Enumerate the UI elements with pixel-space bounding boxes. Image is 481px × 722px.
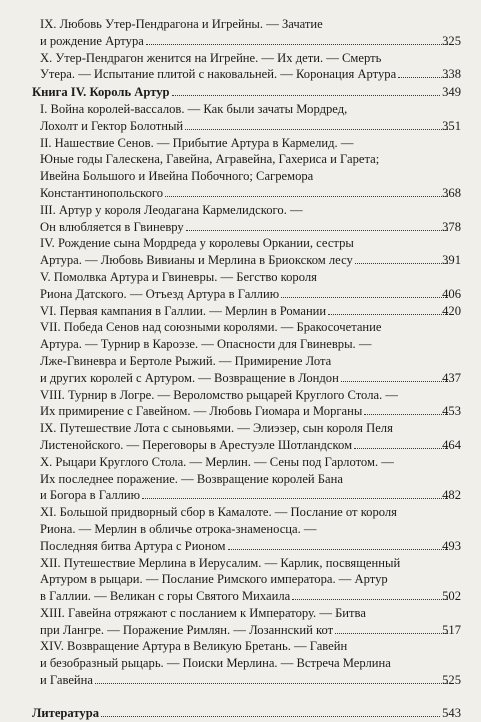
chapter-entry: [40, 638, 461, 688]
entry-title: Утера. — Испытание плитой с наковальней. — Коронация Артура: [40, 67, 397, 82]
dot-leader: [355, 263, 448, 264]
entry-title: в Галлии. — Великан с горы Святого Михаила: [40, 589, 291, 604]
dot-leader: [328, 314, 448, 315]
entry-title: Константинопольского: [40, 185, 164, 200]
dot-leader: [292, 599, 448, 600]
page-number: 543: [442, 705, 461, 720]
dot-leader: [364, 414, 448, 415]
entry-text-line: Риона. — Мерлин в обличье отрока-знаменосца. —: [40, 521, 317, 536]
entry-title: Лохолт и Гектор Болотный: [40, 118, 184, 133]
dot-leader: [146, 44, 448, 45]
literature-entry: [32, 705, 461, 722]
entry-title: Книга IV. Король Артур: [32, 85, 170, 100]
dot-leader: [281, 297, 448, 298]
entry-final-line: [40, 370, 461, 387]
entry-title: Литература: [32, 705, 100, 720]
entry-final-line: [40, 672, 461, 689]
entry-final-line: [40, 118, 461, 135]
entry-final-line: [40, 588, 461, 605]
page-number: 368: [442, 185, 461, 200]
entry-text-line: V. Помолвка Артура и Гвиневры. — Бегство короля: [40, 269, 317, 284]
entry-text-line: VII. Победа Сенов над союзными королями. — Бракосочетание: [40, 320, 382, 335]
chapter-entry: [40, 454, 461, 504]
page-number: 391: [442, 253, 461, 268]
entry-text-line: XI. Большой придворный сбор в Камалоте. — Послание от короля: [40, 505, 397, 520]
entry-title: Артура. — Любовь Вивианы и Мерлина в Бриокском лесу: [40, 253, 353, 268]
dot-leader: [95, 683, 448, 684]
entry-title: и рождение Артура: [40, 33, 144, 48]
entry-final-line: [40, 66, 461, 83]
book-heading-entry: [32, 84, 461, 101]
entry-text-line: Юные годы Галескена, Гавейна, Агравейна, Гахериса и Гарета;: [40, 152, 380, 167]
dot-leader: [186, 230, 448, 231]
chapter-entry: [40, 269, 461, 303]
entry-title: и Богора в Галлию: [40, 488, 141, 503]
page-number: 338: [442, 67, 461, 82]
table-of-contents: [0, 16, 481, 722]
entry-text-line: III. Артур у короля Леодагана Кармелидского. —: [40, 202, 303, 217]
entry-final-line: [40, 303, 461, 320]
entry-final-line: [40, 487, 461, 504]
entry-title: и других королей с Артуром. — Возвращение в Лондон: [40, 370, 339, 385]
entry-final-line: [40, 252, 461, 269]
page-number: 493: [442, 538, 461, 553]
entry-text-line: XII. Путешествие Мерлина в Иерусалим. — Карлик, посвященный: [40, 555, 401, 570]
page-number: 349: [442, 85, 461, 100]
dot-leader: [398, 77, 448, 78]
page-number: 502: [442, 589, 461, 604]
entry-text-line: Ивейна Большого и Ивейна Побочного; Сагремора: [40, 169, 314, 184]
page-number: 482: [442, 488, 461, 503]
entry-text-line: I. Война королей-вассалов. — Как были зачаты Мордред,: [40, 101, 348, 116]
chapter-entry: [40, 16, 461, 50]
page-number: 453: [442, 404, 461, 419]
page-number: 325: [442, 33, 461, 48]
entry-final-line: [32, 84, 461, 101]
entry-text-line: XIV. Возвращение Артура в Великую Бретань. — Гавейн: [40, 639, 348, 654]
dot-leader: [142, 498, 448, 499]
dot-leader: [228, 549, 449, 550]
entry-final-line: [40, 185, 461, 202]
page-number: 420: [442, 303, 461, 318]
entry-title: Их примирение с Гавейном. — Любовь Гиомара и Морганы: [40, 404, 363, 419]
page-number: 437: [442, 370, 461, 385]
dot-leader: [341, 381, 448, 382]
entry-text-line: Артура. — Турнир в Кароэзе. — Опасности для Гвиневры. —: [40, 337, 372, 352]
chapter-entry: [40, 202, 461, 236]
entry-text-line: II. Нашествие Сенов. — Прибытие Артура в Кармелид. —: [40, 135, 354, 150]
chapter-entry: [40, 135, 461, 202]
page-number: 378: [442, 219, 461, 234]
chapter-entry: [40, 319, 461, 386]
entry-text-line: IX. Любовь Утер-Пендрагона и Игрейны. — Зачатие: [40, 17, 323, 31]
entry-text-line: IX. Путешествие Лота с сыновьями. — Элиэзер, сын короля Пеля: [40, 421, 393, 436]
dot-leader: [101, 716, 440, 717]
entry-final-line: [40, 437, 461, 454]
entry-final-line: [32, 705, 461, 722]
entry-final-line: [40, 538, 461, 555]
entry-title: при Лангре. — Поражение Римлян. — Лозаннский кот: [40, 622, 334, 637]
chapter-entry: [40, 303, 461, 320]
page-number: 464: [442, 437, 461, 452]
entry-final-line: [40, 286, 461, 303]
page-number: 525: [442, 673, 461, 688]
entry-final-line: [40, 403, 461, 420]
dot-leader: [172, 95, 441, 96]
entry-text-line: XIII. Гавейна отряжают с посланием к Императору. — Битва: [40, 605, 366, 620]
chapter-entry: [40, 101, 461, 135]
entry-title: Листенойского. — Переговоры в Арестуэле Шотландском: [40, 437, 353, 452]
dot-leader: [185, 129, 448, 130]
entry-title: VI. Первая кампания в Галлии. — Мерлин в Романии: [40, 303, 327, 318]
entry-title: Последняя битва Артура с Рионом: [40, 538, 226, 553]
dot-leader: [335, 633, 448, 634]
entry-final-line: [40, 219, 461, 236]
chapter-entry: [40, 555, 461, 605]
chapter-entry: [40, 50, 461, 84]
chapter-entry: [40, 504, 461, 554]
chapter-entry: [40, 387, 461, 421]
entry-text-line: и безобразный рыцарь. — Поиски Мерлина. — Встреча Мерлина: [40, 656, 391, 671]
entry-title: Он влюбляется в Гвиневру: [40, 219, 184, 234]
entry-text-line: X. Утер-Пендрагон женится на Игрейне. — Их дети. — Смерть: [40, 50, 382, 65]
entry-text-line: Их последнее поражение. — Возвращение королей Бана: [40, 471, 343, 486]
chapter-entry: [40, 420, 461, 454]
dot-leader: [165, 196, 448, 197]
entry-text-line: Лже-Гвиневра и Бертоле Рыжий. — Примирение Лота: [40, 353, 332, 368]
chapter-entry: [40, 235, 461, 269]
entry-title: Риона Датского. — Отъезд Артура в Галлию: [40, 286, 280, 301]
entry-text-line: Артуром в рыцари. — Послание Римского императора. — Артур: [40, 572, 388, 587]
entry-final-line: [40, 622, 461, 639]
page-number: 517: [442, 622, 461, 637]
entry-text-line: VIII. Турнир в Логре. — Вероломство рыцарей Круглого Стола. —: [40, 387, 398, 402]
page-number: 351: [442, 118, 461, 133]
dot-leader: [354, 448, 448, 449]
entry-text-line: IV. Рождение сына Мордреда у королевы Оркании, сестры: [40, 236, 354, 251]
chapter-entry: [40, 605, 461, 639]
entry-title: и Гавейна: [40, 673, 93, 688]
entry-text-line: X. Рыцари Круглого Стола. — Мерлин. — Сены под Гарлотом. —: [40, 454, 394, 469]
page-number: 406: [442, 286, 461, 301]
entry-final-line: [40, 33, 461, 50]
